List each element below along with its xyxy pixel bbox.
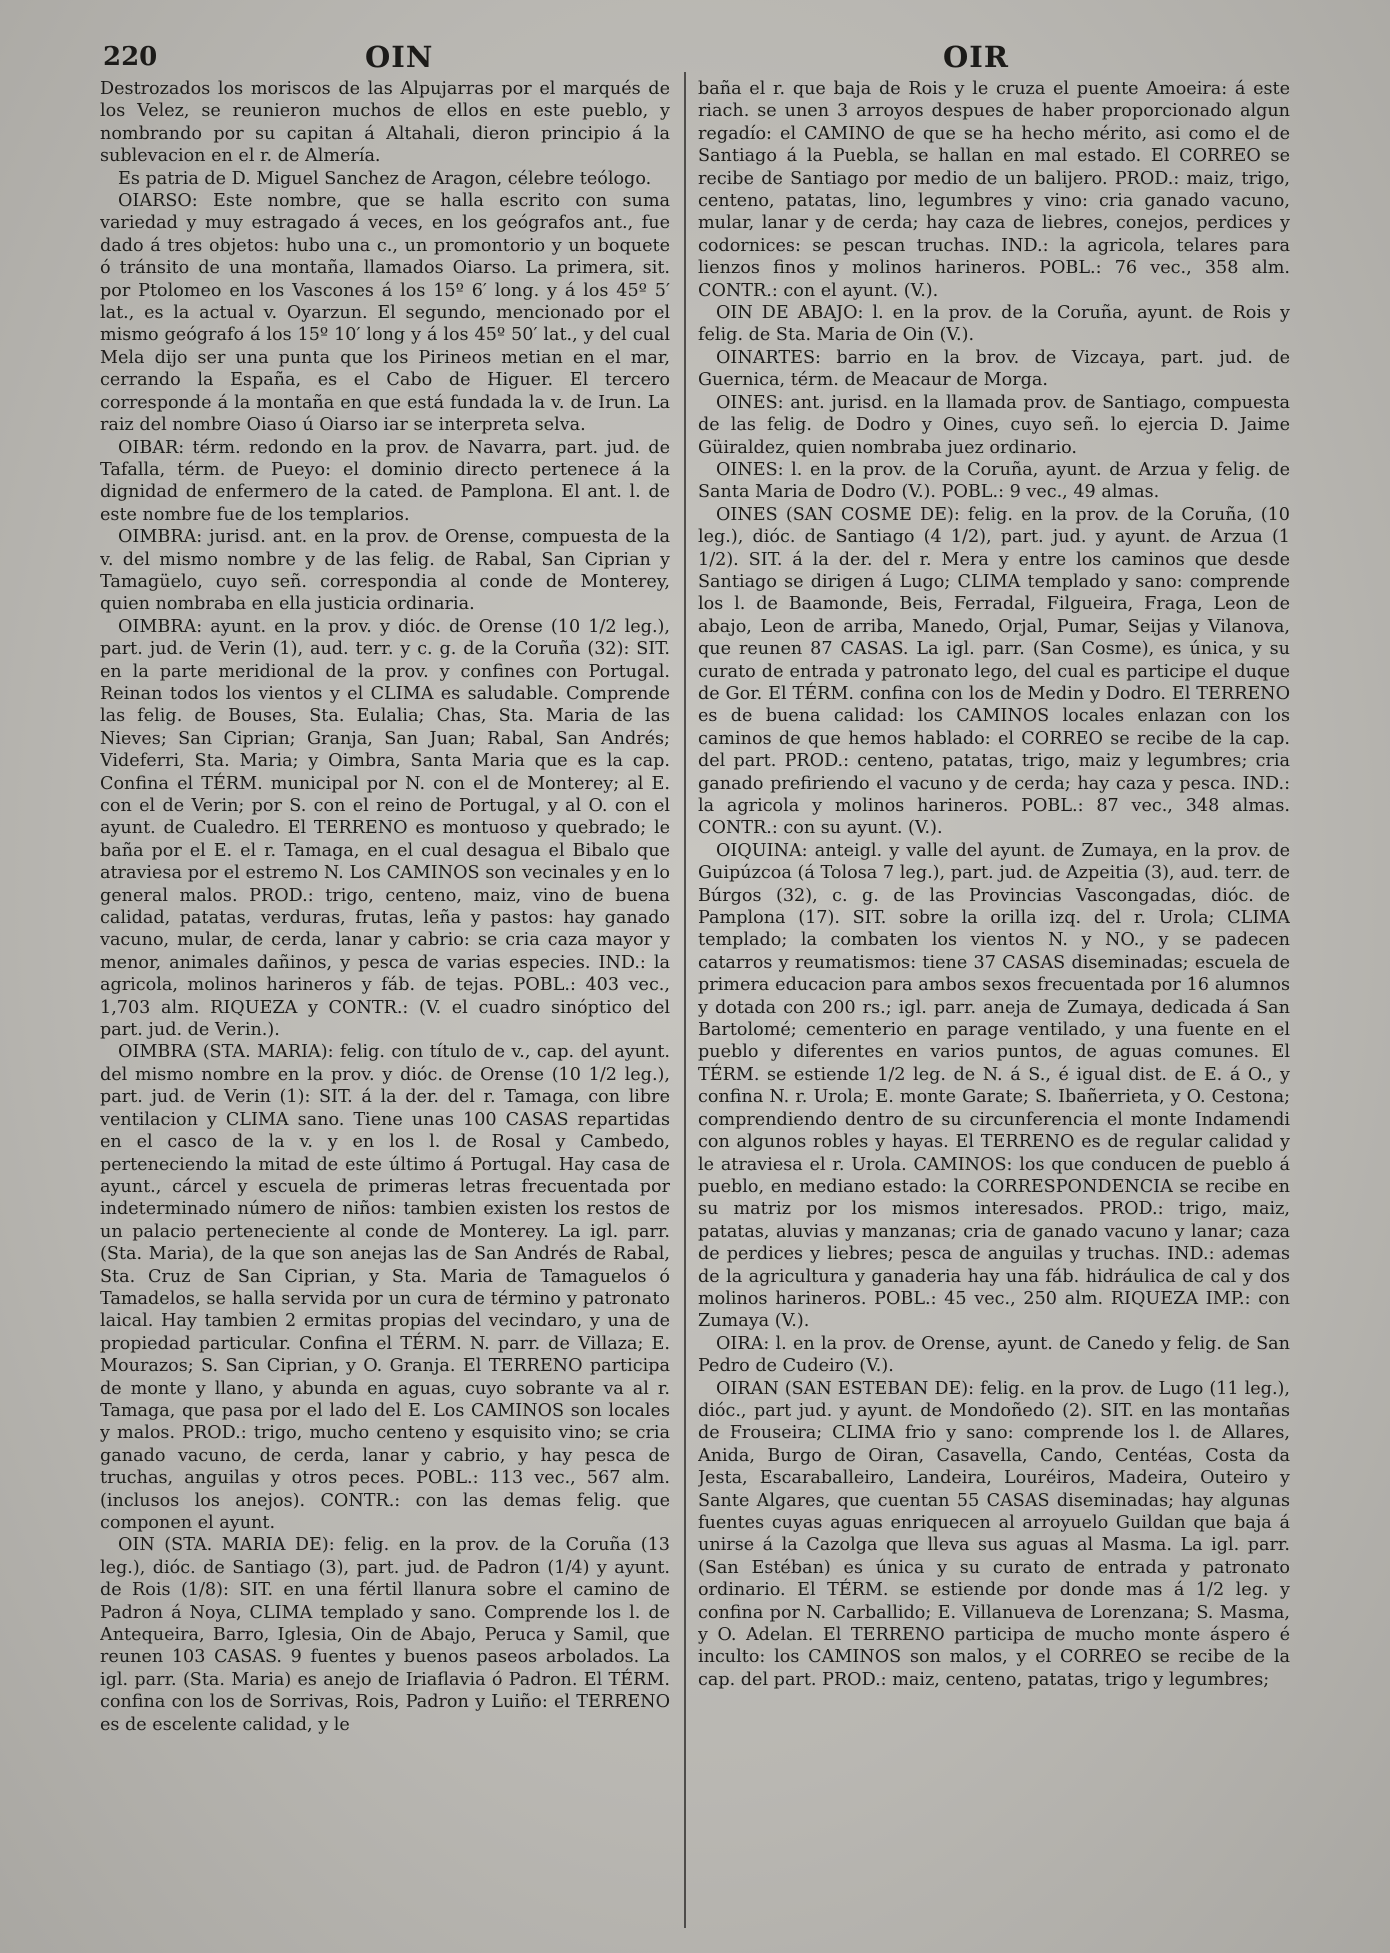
entry: OIMBRA: jurisd. ant. en la prov. de Orense, compuesta de la v. del mismo nombre y de las felig. de Rabal, San Ciprian y Tamagüelo, cuyo señ. correspondia al conde de Monterey, quien nombraba en ella justicia ordinaria.	[100, 527, 670, 615]
right-column	[698, 78, 1290, 1938]
entry: baña el r. que baja de Rois y le cruza el puente Amoeira: á este riach. se unen 3 arroyos despues de haber proporcionado algun regadío: el CAMINO de que se ha hecho mérito, asi como el de Santiago á la Puebla, se hallan en mal estado. El CORREO se recibe de Santiago por medio de un balijero. PROD.: maiz, trigo, centeno, patatas, lino, legumbres y vino: cria ganado vacuno, mular, lanar y de cerda; hay caza de liebres, conejos, perdices y codornices: se pescan truchas. IND.: la agricola, telares para lienzos finos y molinos harineros. POBL.: 76 vec., 358 alm. CONTR.: con el ayunt. (V.).	[698, 79, 1290, 301]
entry: OIMBRA (STA. MARIA): felig. con título de v., cap. del ayunt. del mismo nombre en la prov. y dióc. de Orense (10 1/2 leg.), part. jud. de Verin (1): SIT. á la der. del r. Tamaga, con libre ventilacion y CLIMA sano. Tiene unas 100 CASAS repartidas en el casco de la v. y en los l. de Rosal y Cambedo, perteneciendo la mitad de este último á Portugal. Hay casa de ayunt., cárcel y escuela de primeras letras frecuentada por indeterminado número de niños: tambien existen los restos de un palacio perteneciente al conde de Monterey. La igl. parr. (Sta. Maria), de la que son anejas las de San Andrés de Rabal, Sta. Cruz de San Ciprian, y Sta. Maria de Tamaguelos ó Tamadelos, se halla servida por un cura de término y patronato laical. Hay tambien 2 ermitas propias del vecindaro, y una de propiedad particular. Confina el TÉRM. N. parr. de Villaza; E. Mourazos; S. San Ciprian, y O. Granja. El TERRENO participa de monte y llano, y abunda en aguas, cuyo sobrante va al r. Tamaga, que pasa por el lado del E. Los CAMINOS son locales y malos. PROD.: trigo, mucho centeno y esquisito vino; se cria ganado vacuno, de cerda, lanar y cabrio, y hay pesca de truchas, anguilas y otros peces. POBL.: 113 vec., 567 alm. (inclusos los anejos). CONTR.: con las demas felig. que componen el ayunt.	[100, 1042, 670, 1533]
entry: OIN (STA. MARIA DE): felig. en la prov. de la Coruña (13 leg.), dióc. de Santiago (3), part. jud. de Padron (1/4) y ayunt. de Rois (1/8): SIT. en una fértil llanura sobre el camino de Padron á Noya, CLIMA templado y sano. Comprende los l. de Antequeira, Barro, Iglesia, Oin de Abajo, Peruca y Samil, que reunen 103 CASAS. 9 fuentes y buenos paseos arbolados. La igl. parr. (Sta. Maria) es anejo de Iriaflavia ó Padron. El TÉRM. confina con los de Sorrivas, Rois, Padron y Luiño: el TERRENO es de escelente calidad, y le	[100, 1535, 670, 1735]
entry: OINES (SAN COSME DE): felig. en la prov. de la Coruña, (10 leg.), dióc. de Santiago (4 1/2), part. jud. y ayunt. de Arzua (1 1/2). SIT. á la der. del r. Mera y entre los caminos que desde Santiago se dirigen á Lugo; CLIMA templado y sano: comprende los l. de Baamonde, Beis, Ferradal, Filgueira, Fraga, Leon de abajo, Leon de arriba, Manedo, Orjal, Pumar, Seijas y Vilanova, que reunen 87 CASAS. La igl. parr. (San Cosme), es única, y su curato de entrada y patronato lego, del cual es participe el duque de Gor. El TÉRM. confina con los de Medin y Dodro. El TERRENO es de buena calidad: los CAMINOS locales enlazan con los caminos de que hemos hablado: el CORREO se recibe de la cap. del part. PROD.: centeno, patatas, trigo, maiz y legumbres; cria ganado prefiriendo el vacuno y de cerda; hay caza y pesca. IND.: la agricola y molinos harineros. POBL.: 87 vec., 348 almas. CONTR.: con su ayunt. (V.).	[698, 504, 1290, 839]
page-number: 220	[103, 42, 158, 72]
entry: OINES: ant. jurisd. en la llamada prov. de Santiago, compuesta de las felig. de Dodro y Oines, cuyo señ. lo ejercia D. Jaime Güiraldez, quien nombraba juez ordinario.	[698, 392, 1290, 458]
right-heading: OIR	[943, 40, 1009, 74]
entry: OIQUINA: anteigl. y valle del ayunt. de Zumaya, en la prov. de Guipúzcoa (á Tolosa 7 leg.), part. jud. de Azpeitia (3), aud. terr. de Búrgos (32), c. g. de las Provincias Vascongadas, dióc. de Pamplona (17). SIT. sobre la orilla izq. del r. Urola; CLIMA templado; la combaten los vientos N. y NO., y se padecen catarros y reumatismos: tiene 37 CASAS diseminadas; escuela de primera educacion para ambos sexos frecuentada por 16 alumnos y dotada con 200 rs.; igl. parr. aneja de Zumaya, dedicada á San Bartolomé; cementerio en parage ventilado, y una fuente en el pueblo y diferentes en varios puntos, de aguas comunes. El TÉRM. se estiende 1/2 leg. de N. á S., é igual dist. de E. á O., y confina N. r. Urola; E. monte Garate; S. Ibañerrieta, y O. Cestona; comprendiendo dentro de su circunferencia el monte Indamendi con algunos robles y hayas. El TERRENO es de regular calidad y le atraviesa el r. Urola. CAMINOS: los que conducen de pueblo á pueblo, en mediano estado: la CORRESPONDENCIA se recibe en su matriz por los mismos interesados. PROD.: trigo, maiz, patatas, aluvias y manzanas; cria de ganado vacuno y lanar; caza de perdices y liebres; pesca de anguilas y truchas. IND.: ademas de la agricultura y ganaderia hay una fáb. hidráulica de cal y dos molinos harineros. POBL.: 45 vec., 250 alm. RIQUEZA IMP.: con Zumaya (V.).	[698, 840, 1290, 1332]
entry: Es patria de D. Miguel Sanchez de Aragon, célebre teólogo.	[118, 168, 652, 189]
running-header	[0, 38, 1390, 78]
column-divider	[684, 72, 686, 1928]
entry: OIRA: l. en la prov. de Orense, ayunt. de Canedo y felig. de San Pedro de Cudeiro (V.).	[698, 1333, 1290, 1377]
entry: OIBAR: térm. redondo en la prov. de Navarra, part. jud. de Tafalla, térm. de Pueyo: el dominio directo pertenece á la dignidad de enfermero de la cated. de Pamplona. El ant. l. de este nombre fue de los templarios.	[100, 437, 670, 525]
entry: OINARTES: barrio en la brov. de Vizcaya, part. jud. de Guernica, térm. de Meacaur de Morga.	[698, 347, 1290, 391]
entry: OIRAN (SAN ESTEBAN DE): felig. en la prov. de Lugo (11 leg.), dióc., part jud. y ayunt. de Mondoñedo (2). SIT. en las montañas de Frouseira; CLIMA frio y sano: comprende los l. de Allares, Anida, Burgo de Oiran, Casavella, Cando, Centéas, Costa da Jesta, Escaraballeiro, Landeira, Louréiros, Madeira, Outeiro y Sante Algares, que cuentan 55 CASAS diseminadas; hay algunas fuentes cuyas aguas enriquecen al arroyuelo Guildan que baja á unirse á la Cazolga que lleva sus aguas al Masma. La igl. parr. (San Estéban) es única y su curato de entrada y patronato ordinario. El TÉRM. se estiende por donde mas á 1/2 leg. y confina por N. Carballido; E. Villanueva de Lorenzana; S. Masma, y O. Adelan. El TERRENO participa de mucho monte áspero é inculto: los CAMINOS son malos, y el CORREO se recibe de la cap. del part. PROD.: maiz, centeno, patatas, trigo y legumbres;	[698, 1378, 1290, 1690]
entry: OIARSO: Este nombre, que se halla escrito con suma variedad y muy estragado á veces, en los geógrafos ant., fue dado á tres objetos: hubo una c., un promontorio y un boquete ó tránsito de una montaña, llamados Oiarso. La primera, sit. por Ptolomeo en los Vascones á los 15º 6′ long. y á los 45º 5′ lat., es la actual v. Oyarzun. El segundo, mencionado por el mismo geógrafo á los 15º 10′ long y á los 45º 50′ lat., y del cual Mela dijo ser una punta que los Pirineos metian en el mar, cerrando la España, es el Cabo de Higuer. El tercero corresponde á la montaña en que está fundada la v. de Irun. La raiz del nombre Oiaso ú Oiarso iar se interpreta selva.	[100, 191, 670, 436]
entry: OIMBRA: ayunt. en la prov. y dióc. de Orense (10 1/2 leg.), part. jud. de Verin (1), aud. terr. y c. g. de la Coruña (32): SIT. en la parte meridional de la prov. y confines con Portugal. Reinan todos los vientos y el CLIMA es saludable. Comprende las felig. de Bouses, Sta. Eulalia; Chas, Sta. Maria de las Nieves; San Ciprian; Granja, San Juan; Rabal, San Andrés; Videferri, Sta. Maria; y Oimbra, Santa Maria que es la cap. Confina el TÉRM. municipal por N. con el de Monterey; al E. con el de Verin; por S. con el reino de Portugal, y al O. con el ayunt. de Cualedro. El TERRENO es montuoso y quebrado; le baña por el E. el r. Tamaga, en el cual desagua el Bibalo que atraviesa por el estremo N. Los CAMINOS son vecinales y en lo general malos. PROD.: trigo, centeno, maiz, vino de buena calidad, patatas, verduras, frutas, leña y pastos: hay ganado vacuno, mular, de cerda, lanar y cabrio: se cria caza mayor y menor, animales dañinos, y pesca de varias especies. IND.: la agricola, molinos harineros y fáb. de tejas. POBL.: 403 vec., 1,703 alm. RIQUEZA y CONTR.: (V. el cuadro sinóptico del part. jud. de Verin.).	[100, 616, 670, 1041]
entry: OINES: l. en la prov. de la Coruña, ayunt. de Arzua y felig. de Santa Maria de Dodro (V.). POBL.: 9 vec., 49 almas.	[698, 459, 1290, 503]
entry: Destrozados los moriscos de las Alpujarras por el marqués de los Velez, se reunieron muchos de ellos en este pueblo, y nombrando por su capitan á Altahali, dieron principio á la sublevacion en el r. de Almería.	[100, 79, 670, 167]
left-heading: OIN	[365, 40, 434, 74]
left-column	[100, 78, 670, 1938]
entry: OIN DE ABAJO: l. en la prov. de la Coruña, ayunt. de Rois y felig. de Sta. Maria de Oin (V.).	[698, 303, 1290, 346]
